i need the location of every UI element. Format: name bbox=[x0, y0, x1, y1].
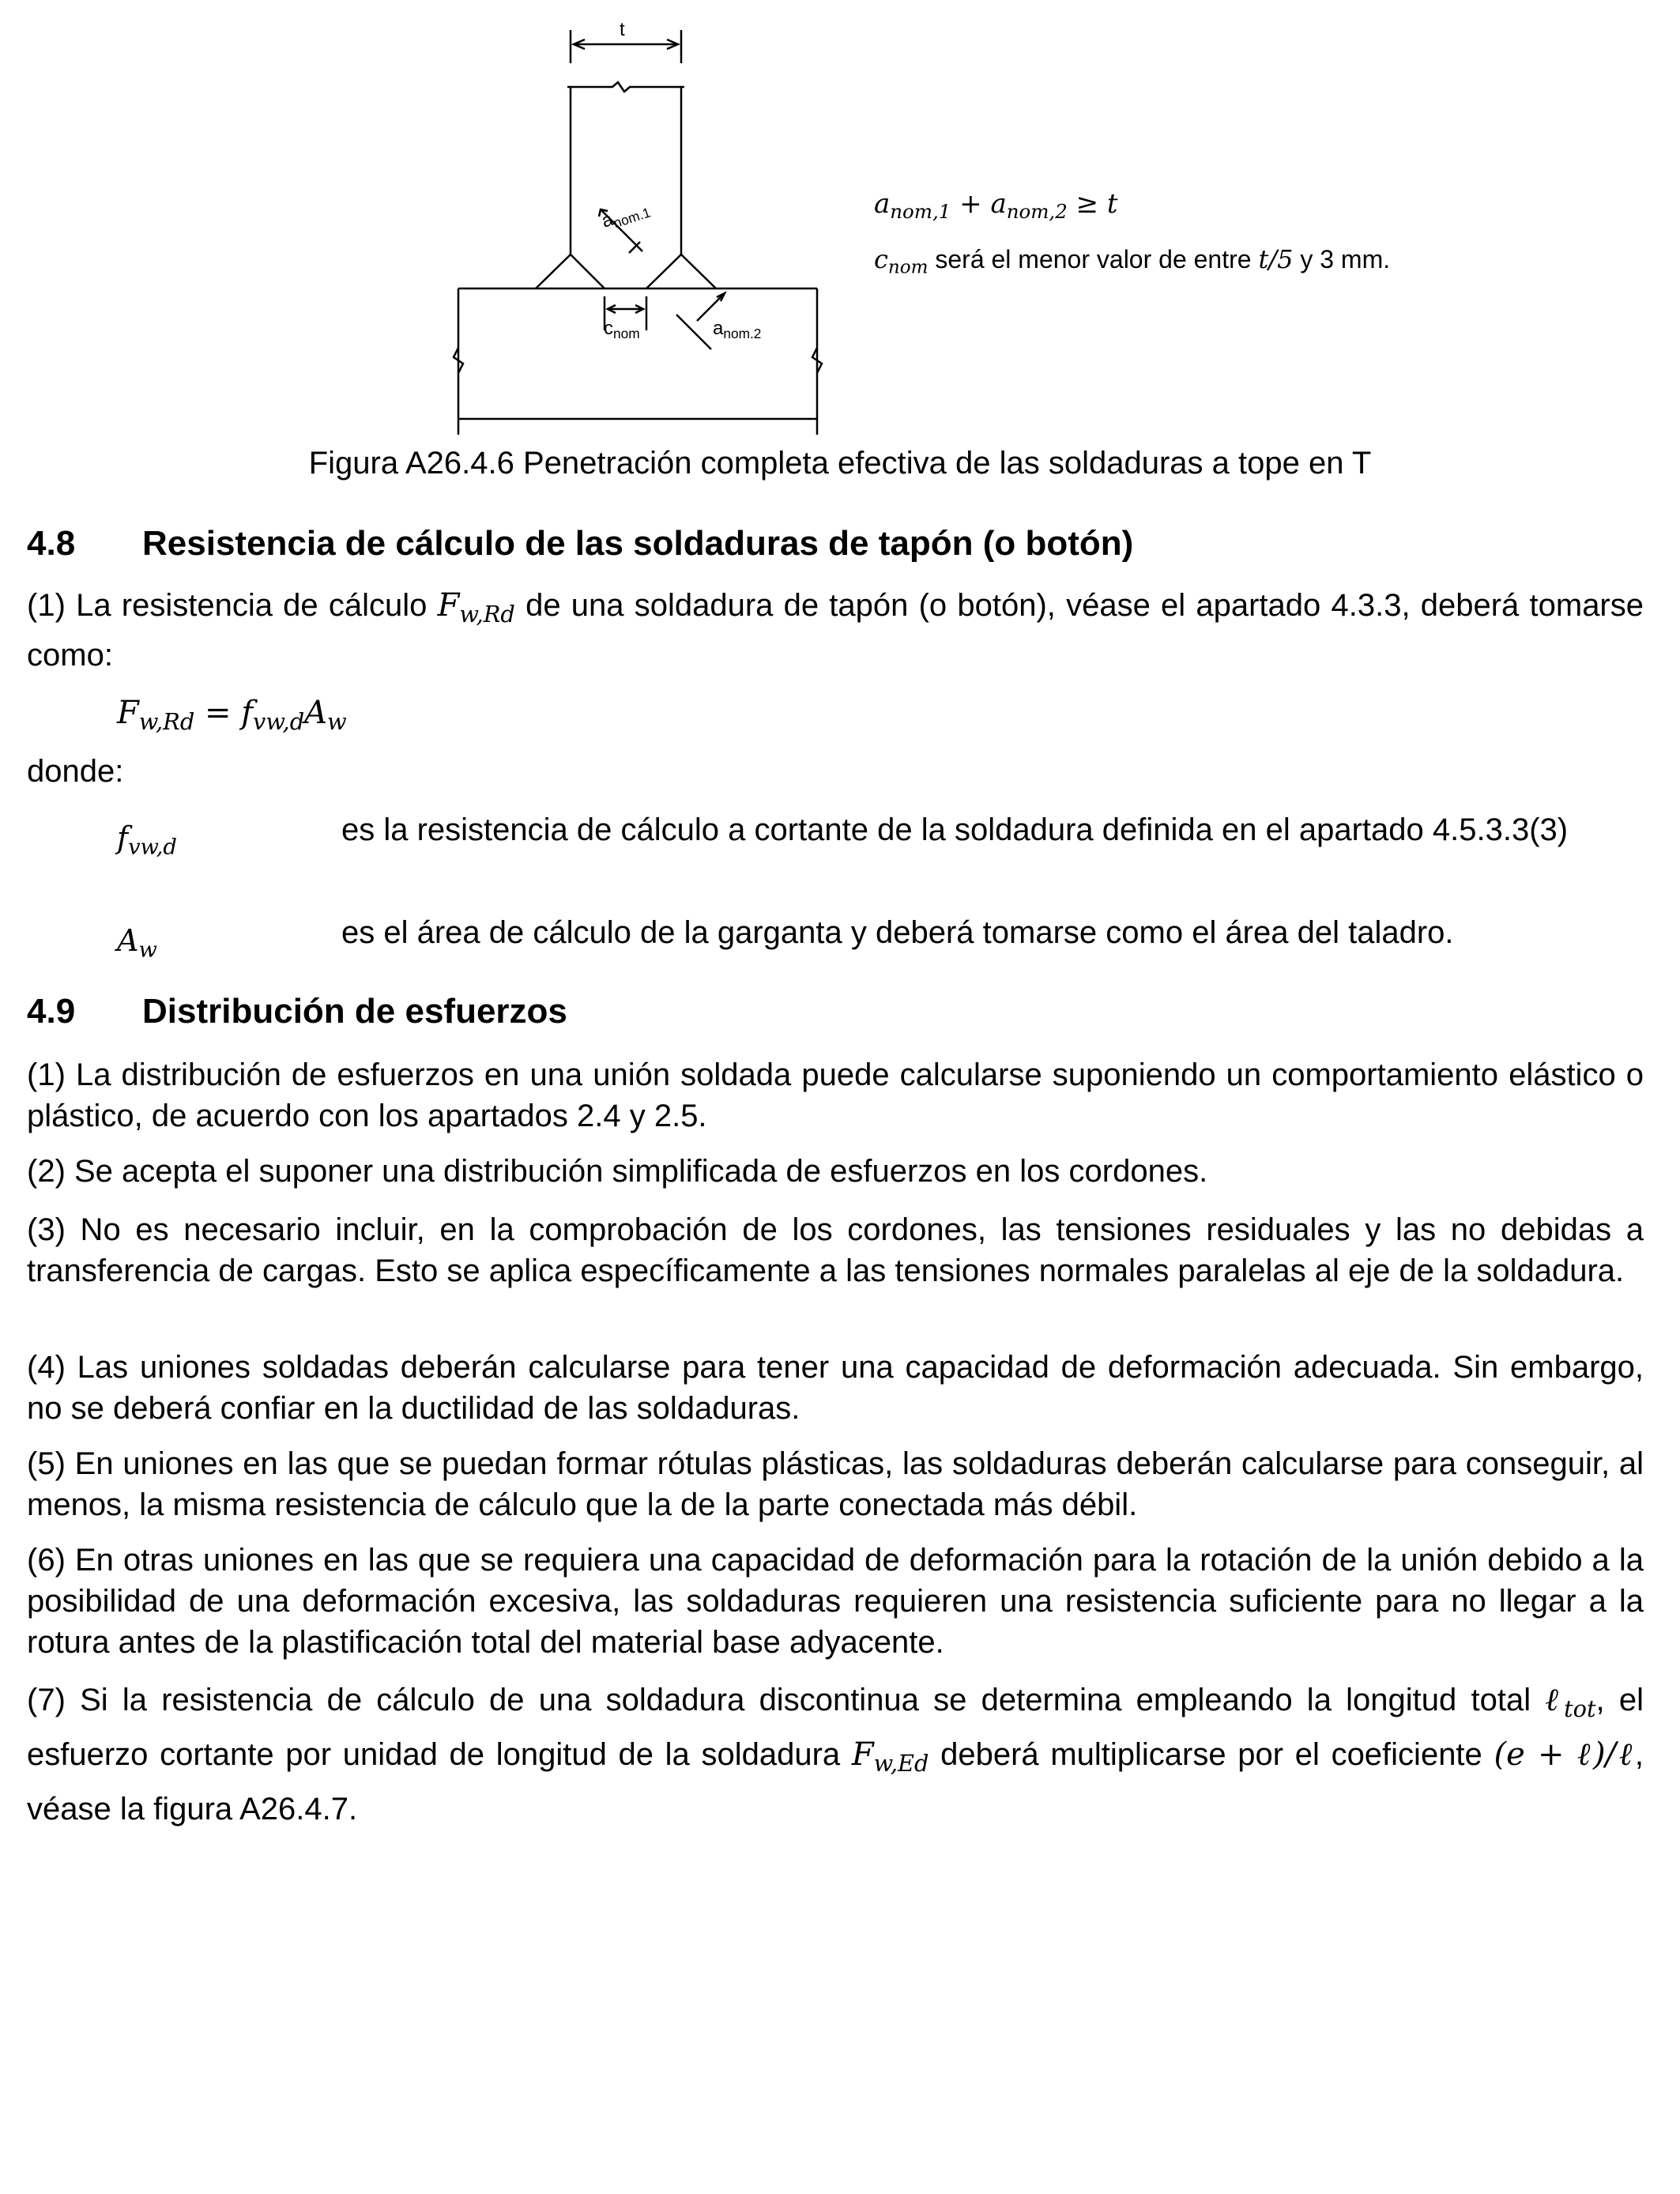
dim-label-t: t bbox=[620, 19, 625, 40]
t-joint-weld-figure bbox=[443, 16, 838, 435]
paragraph-4-9-5: (5) En uniones en las que se puedan formar rótulas plásticas, las soldaduras deberán calcularse para conseguir, al menos, la misma resistencia de cálculo que la de la parte conectada más débil. bbox=[27, 1446, 1644, 1522]
c-nom-rule: $c_{nom}$ será el menor valor de entre t/5 y 3 mm. bbox=[874, 244, 1391, 278]
definition-symbol-fvwd: $f_{vw,d}$ bbox=[117, 820, 177, 860]
section-heading-4-9 bbox=[27, 990, 567, 1034]
section-title: Distribución de esfuerzos bbox=[142, 992, 567, 1031]
figure-caption: Figura A26.4.6 Penetración completa efectiva de las soldaduras a tope en T bbox=[308, 446, 1372, 481]
dim-label-c-nom: $c_{nom}$ bbox=[604, 318, 640, 341]
dim-label-a-nom-1: $a_{nom.1}$ bbox=[599, 204, 653, 232]
paragraph-4-9-2: (2) Se acepta el suponer una distribución simplificada de esfuerzos en los cordones. bbox=[27, 1154, 1208, 1189]
section-title: Resistencia de cálculo de las soldaduras de tapón (o botón) bbox=[142, 524, 1134, 563]
formula-fw-rd: $F_{w,Rd} = f_{vw,d}A_w$ bbox=[117, 695, 347, 736]
donde-label: donde: bbox=[27, 754, 124, 789]
definition-symbol-aw: $A_w$ bbox=[117, 923, 157, 963]
section-heading-4-8 bbox=[27, 522, 1133, 566]
dim-label-a-nom-2: $a_{nom.2}$ bbox=[713, 318, 762, 341]
definition-text-fvwd: es la resistencia de cálculo a cortante de la soldadura definida en el apartado 4.5.3.3(3) bbox=[341, 812, 1569, 847]
paragraph-4-9-3: (3) No es necesario incluir, en la comprobación de los cordones, las tensiones residuales y las no debidas a transferencia de cargas. Esto se aplica específicamente a las tensiones normales paralelas al eje de la soldadura. bbox=[27, 1212, 1644, 1288]
paragraph-4-8-1: (1) La resistencia de cálculo $F_{w,Rd}$ de una soldadura de tapón (o botón), véase el apartado 4.3.3, deberá tomarse como: bbox=[27, 587, 1644, 673]
paragraph-4-9-7: (7) Si la resistencia de cálculo de una soldadura discontinua se determina empleando la longitud total ℓ$_{tot}$, el esfuerzo cortante por unidad de longitud de la soldadura $F_{w,Ed}$ deberá multiplicarse por el coeficiente (e + ℓ)/ℓ, véase la figura A26.4.7. bbox=[27, 1682, 1644, 1827]
section-number: 4.9 bbox=[27, 992, 76, 1031]
definition-text-aw: es el área de cálculo de la garganta y deberá tomarse como el área del taladro. bbox=[341, 915, 1454, 950]
throat-sum-equation: $a_{nom,1} + a_{nom,2} \ge t$ bbox=[874, 188, 1118, 223]
paragraph-4-9-6: (6) En otras uniones en las que se requiera una capacidad de deformación para la rotación de la unión debido a la posibilidad de una deformación excesiva, las soldaduras requieren una resistencia suficiente para no llegar a la rotura antes de la plastificación total del material base adyacente. bbox=[27, 1543, 1644, 1660]
paragraph-4-9-1: (1) La distribución de esfuerzos en una unión soldada puede calcularse suponiendo un comportamiento elástico o plástico, de acuerdo con los apartados 2.4 y 2.5. bbox=[27, 1057, 1644, 1133]
paragraph-4-9-4: (4) Las uniones soldadas deberán calcularse para tener una capacidad de deformación adecuada. Sin embargo, no se deberá confiar en la ductilidad de las soldaduras. bbox=[27, 1350, 1644, 1426]
section-number: 4.8 bbox=[27, 524, 76, 563]
